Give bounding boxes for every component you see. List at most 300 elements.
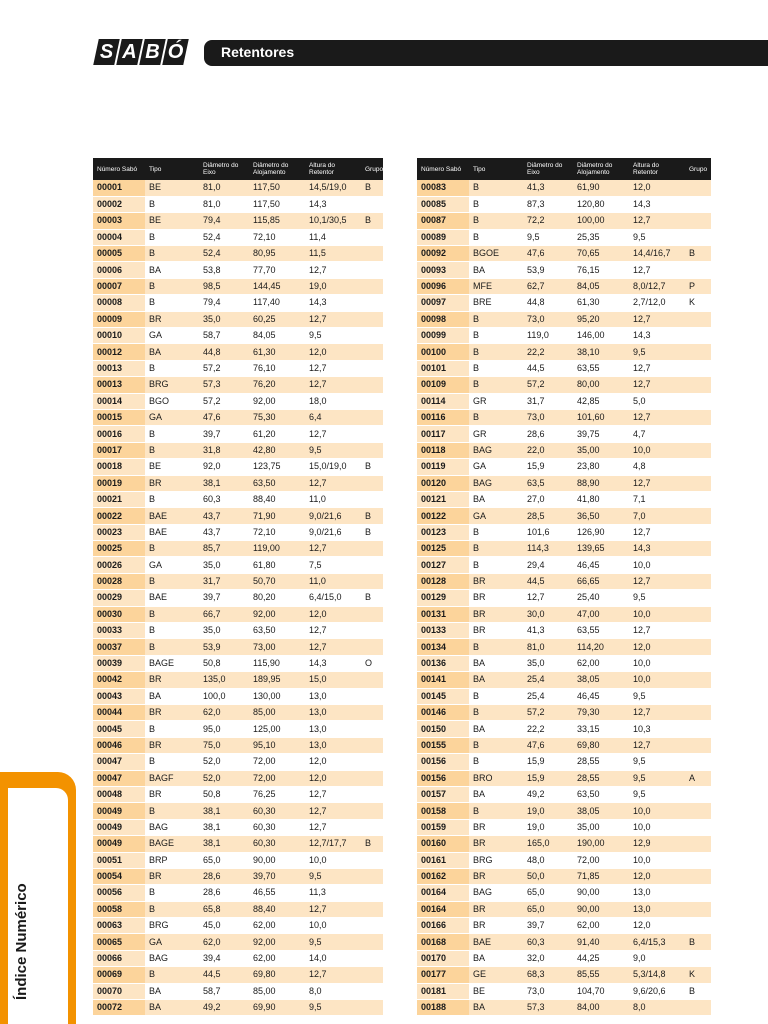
cell-numero: 00156	[417, 754, 469, 770]
cell-diametro-alojamento: 146,00	[573, 328, 629, 344]
cell-grupo	[361, 754, 383, 770]
cell-grupo	[685, 409, 711, 425]
cell-numero: 00114	[417, 393, 469, 409]
cell-grupo: B	[361, 213, 383, 229]
cell-altura: 12,7	[305, 623, 361, 639]
cell-tipo: BRO	[469, 770, 523, 786]
cell-tipo: GA	[469, 508, 523, 524]
cell-diametro-eixo: 31,7	[199, 573, 249, 589]
cell-diametro-alojamento: 72,10	[249, 229, 305, 245]
cell-diametro-alojamento: 80,00	[573, 377, 629, 393]
cell-tipo: BR	[469, 901, 523, 917]
cell-altura: 9,0/21,6	[305, 508, 361, 524]
cell-tipo: B	[145, 573, 199, 589]
cell-grupo	[361, 885, 383, 901]
cell-grupo: B	[685, 934, 711, 950]
cell-numero: 00168	[417, 934, 469, 950]
cell-diametro-eixo: 98,5	[199, 278, 249, 294]
table-row	[417, 508, 711, 524]
table-row	[417, 836, 711, 852]
cell-altura: 11,5	[305, 246, 361, 262]
cell-grupo	[361, 541, 383, 557]
table-row	[93, 705, 383, 721]
table-row	[93, 246, 383, 262]
table-body-right	[417, 180, 711, 1016]
cell-altura: 15,0/19,0	[305, 459, 361, 475]
table-row	[93, 311, 383, 327]
cell-diametro-eixo: 52,0	[199, 754, 249, 770]
cell-diametro-eixo: 65,0	[199, 852, 249, 868]
cell-altura: 9,5	[305, 328, 361, 344]
cell-diametro-alojamento: 115,85	[249, 213, 305, 229]
cell-numero: 00030	[93, 606, 145, 622]
cell-tipo: B	[145, 967, 199, 983]
cell-diametro-alojamento: 23,80	[573, 459, 629, 475]
cell-diametro-eixo: 92,0	[199, 459, 249, 475]
cell-numero: 00145	[417, 688, 469, 704]
cell-numero: 00056	[93, 885, 145, 901]
cell-grupo	[685, 328, 711, 344]
table-row	[417, 295, 711, 311]
cell-diametro-alojamento: 90,00	[249, 852, 305, 868]
cell-tipo: BR	[469, 836, 523, 852]
cell-tipo: BAG	[469, 475, 523, 491]
cell-tipo: B	[469, 803, 523, 819]
cell-altura: 10,3	[629, 721, 685, 737]
sabo-logo	[94, 39, 186, 65]
cell-tipo: GR	[469, 426, 523, 442]
cell-tipo: BA	[469, 655, 523, 671]
cell-grupo	[685, 606, 711, 622]
cell-grupo	[685, 557, 711, 573]
cell-numero: 00166	[417, 918, 469, 934]
cell-grupo	[685, 688, 711, 704]
table-row	[417, 590, 711, 606]
cell-diametro-alojamento: 41,80	[573, 491, 629, 507]
cell-diametro-eixo: 43,7	[199, 524, 249, 540]
cell-tipo: BAG	[145, 950, 199, 966]
table-row	[93, 1000, 383, 1016]
cell-diametro-alojamento: 77,70	[249, 262, 305, 278]
cell-diametro-alojamento: 61,20	[249, 426, 305, 442]
cell-grupo	[361, 557, 383, 573]
cell-diametro-eixo: 22,2	[523, 344, 573, 360]
cell-grupo	[361, 737, 383, 753]
cell-tipo: BAG	[145, 819, 199, 835]
cell-diametro-alojamento: 75,30	[249, 409, 305, 425]
cell-diametro-alojamento: 139,65	[573, 541, 629, 557]
cell-altura: 10,0	[629, 819, 685, 835]
cell-numero: 00048	[93, 786, 145, 802]
cell-tipo: BAE	[145, 590, 199, 606]
cell-diametro-alojamento: 144,45	[249, 278, 305, 294]
cell-grupo	[361, 442, 383, 458]
cell-diametro-eixo: 73,0	[523, 983, 573, 999]
cell-numero: 00089	[417, 229, 469, 245]
table-row	[417, 950, 711, 966]
cell-diametro-eixo: 57,2	[199, 360, 249, 376]
table-row	[93, 721, 383, 737]
cell-altura: 12,7	[629, 262, 685, 278]
cell-numero: 00044	[93, 705, 145, 721]
cell-tipo: B	[469, 409, 523, 425]
cell-tipo: B	[145, 442, 199, 458]
cell-altura: 12,0	[305, 344, 361, 360]
cell-numero: 00097	[417, 295, 469, 311]
cell-altura: 12,7	[629, 311, 685, 327]
cell-altura: 9,5	[629, 754, 685, 770]
cell-altura: 10,0	[305, 918, 361, 934]
cell-tipo: GA	[469, 459, 523, 475]
cell-diametro-eixo: 100,0	[199, 688, 249, 704]
cell-tipo: BR	[145, 737, 199, 753]
table-row	[417, 672, 711, 688]
cell-tipo: BA	[145, 262, 199, 278]
cell-grupo	[685, 311, 711, 327]
cell-altura: 12,7	[305, 803, 361, 819]
cell-diametro-eixo: 62,0	[199, 705, 249, 721]
cell-grupo	[361, 983, 383, 999]
cell-diametro-alojamento: 88,40	[249, 491, 305, 507]
cell-tipo: GE	[469, 967, 523, 983]
cell-numero: 00009	[93, 311, 145, 327]
cell-tipo: B	[145, 606, 199, 622]
table-body-left	[93, 180, 383, 1016]
table-row	[417, 786, 711, 802]
cell-tipo: BGOE	[469, 246, 523, 262]
cell-tipo: BR	[145, 672, 199, 688]
cell-grupo	[685, 442, 711, 458]
cell-numero: 00161	[417, 852, 469, 868]
cell-numero: 00181	[417, 983, 469, 999]
cell-numero: 00049	[93, 803, 145, 819]
cell-numero: 00007	[93, 278, 145, 294]
col-header-diametro-eixo: Diâmetro do Eixo	[523, 158, 573, 180]
cell-tipo: BA	[145, 344, 199, 360]
cell-numero: 00066	[93, 950, 145, 966]
cell-diametro-alojamento: 117,40	[249, 295, 305, 311]
cell-diametro-eixo: 35,0	[199, 623, 249, 639]
cell-tipo: B	[145, 754, 199, 770]
cell-altura: 12,7/17,7	[305, 836, 361, 852]
col-header-grupo: Grupo	[361, 158, 383, 180]
cell-diametro-eixo: 114,3	[523, 541, 573, 557]
cell-numero: 00026	[93, 557, 145, 573]
table-header-row	[93, 158, 383, 180]
cell-grupo	[685, 1000, 711, 1016]
cell-tipo: BAE	[145, 508, 199, 524]
cell-diametro-alojamento: 76,15	[573, 262, 629, 278]
table-row	[93, 377, 383, 393]
table-row	[417, 311, 711, 327]
cell-diametro-eixo: 72,2	[523, 213, 573, 229]
header-bar	[204, 40, 768, 66]
cell-diametro-alojamento: 46,45	[573, 557, 629, 573]
cell-tipo: MFE	[469, 278, 523, 294]
cell-numero: 00016	[93, 426, 145, 442]
cell-altura: 12,7	[305, 377, 361, 393]
cell-altura: 12,0	[629, 180, 685, 196]
cell-diametro-alojamento: 95,10	[249, 737, 305, 753]
cell-numero: 00120	[417, 475, 469, 491]
cell-numero: 00054	[93, 868, 145, 884]
table-row	[93, 541, 383, 557]
cell-altura: 7,1	[629, 491, 685, 507]
table-row	[417, 426, 711, 442]
cell-altura: 9,5	[629, 344, 685, 360]
table-row	[93, 934, 383, 950]
cell-diametro-alojamento: 76,20	[249, 377, 305, 393]
cell-altura: 10,0	[305, 852, 361, 868]
cell-diametro-alojamento: 72,10	[249, 524, 305, 540]
table-row	[417, 524, 711, 540]
cell-grupo	[361, 475, 383, 491]
cell-numero: 00002	[93, 196, 145, 212]
cell-numero: 00018	[93, 459, 145, 475]
cell-altura: 8,0/12,7	[629, 278, 685, 294]
cell-altura: 12,9	[629, 836, 685, 852]
cell-tipo: GA	[145, 934, 199, 950]
cell-altura: 12,0	[629, 639, 685, 655]
cell-numero: 00092	[417, 246, 469, 262]
table-row	[417, 934, 711, 950]
cell-grupo	[685, 213, 711, 229]
cell-numero: 00158	[417, 803, 469, 819]
cell-numero: 00109	[417, 377, 469, 393]
cell-altura: 12,7	[305, 786, 361, 802]
cell-diametro-eixo: 28,6	[199, 868, 249, 884]
cell-grupo	[361, 393, 383, 409]
cell-tipo: BE	[469, 983, 523, 999]
cell-numero: 00101	[417, 360, 469, 376]
cell-diametro-eixo: 47,6	[523, 737, 573, 753]
table-row	[417, 655, 711, 671]
cell-diametro-eixo: 53,9	[199, 639, 249, 655]
cell-diametro-eixo: 38,1	[199, 475, 249, 491]
cell-tipo: GR	[469, 393, 523, 409]
cell-numero: 00123	[417, 524, 469, 540]
cell-tipo: BAGE	[145, 655, 199, 671]
cell-diametro-eixo: 44,5	[523, 573, 573, 589]
cell-diametro-alojamento: 46,45	[573, 688, 629, 704]
col-header-diametro-eixo: Diâmetro do Eixo	[199, 158, 249, 180]
cell-diametro-alojamento: 25,35	[573, 229, 629, 245]
cell-altura: 9,5	[629, 229, 685, 245]
cell-diametro-alojamento: 76,25	[249, 786, 305, 802]
cell-altura: 6,4	[305, 409, 361, 425]
cell-numero: 00070	[93, 983, 145, 999]
cell-altura: 12,7	[629, 213, 685, 229]
index-table-right	[417, 158, 711, 1016]
cell-diametro-eixo: 79,4	[199, 295, 249, 311]
cell-numero: 00058	[93, 901, 145, 917]
cell-altura: 9,5	[305, 934, 361, 950]
cell-numero: 00033	[93, 623, 145, 639]
cell-altura: 14,4/16,7	[629, 246, 685, 262]
cell-numero: 00045	[93, 721, 145, 737]
cell-grupo	[685, 655, 711, 671]
table-row	[417, 983, 711, 999]
cell-diametro-eixo: 63,5	[523, 475, 573, 491]
cell-tipo: BR	[469, 819, 523, 835]
cell-grupo	[361, 606, 383, 622]
cell-grupo	[361, 623, 383, 639]
col-header-grupo: Grupo	[685, 158, 711, 180]
cell-altura: 14,3	[305, 295, 361, 311]
cell-grupo	[361, 573, 383, 589]
cell-tipo: B	[145, 246, 199, 262]
table-row	[417, 328, 711, 344]
table-row	[93, 754, 383, 770]
table-row	[417, 409, 711, 425]
cell-numero: 00085	[417, 196, 469, 212]
cell-diametro-alojamento: 84,05	[249, 328, 305, 344]
cell-grupo	[685, 393, 711, 409]
cell-diametro-eixo: 38,1	[199, 819, 249, 835]
cell-diametro-alojamento: 60,30	[249, 836, 305, 852]
cell-diametro-alojamento: 39,70	[249, 868, 305, 884]
cell-altura: 9,5	[629, 770, 685, 786]
cell-tipo: B	[145, 721, 199, 737]
table-row	[93, 557, 383, 573]
cell-diametro-alojamento: 72,00	[249, 754, 305, 770]
cell-numero: 00117	[417, 426, 469, 442]
cell-tipo: BA	[469, 1000, 523, 1016]
table-row	[417, 541, 711, 557]
table-row	[93, 459, 383, 475]
cell-diametro-alojamento: 189,95	[249, 672, 305, 688]
cell-grupo	[685, 196, 711, 212]
cell-numero: 00022	[93, 508, 145, 524]
cell-numero: 00042	[93, 672, 145, 688]
cell-diametro-eixo: 50,0	[523, 868, 573, 884]
cell-diametro-eixo: 57,3	[199, 377, 249, 393]
cell-tipo: BR	[469, 590, 523, 606]
cell-diametro-alojamento: 80,95	[249, 246, 305, 262]
cell-diametro-eixo: 35,0	[199, 557, 249, 573]
cell-grupo: O	[361, 655, 383, 671]
cell-diametro-eixo: 50,8	[199, 786, 249, 802]
table-row	[417, 918, 711, 934]
cell-diametro-eixo: 53,9	[523, 262, 573, 278]
cell-diametro-alojamento: 28,55	[573, 770, 629, 786]
cell-numero: 00012	[93, 344, 145, 360]
cell-tipo: B	[145, 196, 199, 212]
table-row	[93, 885, 383, 901]
cell-grupo	[685, 344, 711, 360]
cell-grupo: K	[685, 967, 711, 983]
table-row	[417, 852, 711, 868]
table-row	[93, 967, 383, 983]
table-row	[417, 819, 711, 835]
cell-diametro-alojamento: 25,40	[573, 590, 629, 606]
table-row	[417, 213, 711, 229]
cell-diametro-alojamento: 66,65	[573, 573, 629, 589]
cell-numero: 00131	[417, 606, 469, 622]
table-row	[93, 573, 383, 589]
cell-grupo	[361, 246, 383, 262]
table-row	[93, 229, 383, 245]
cell-altura: 10,0	[629, 803, 685, 819]
cell-numero: 00122	[417, 508, 469, 524]
cell-grupo: B	[361, 590, 383, 606]
cell-numero: 00014	[93, 393, 145, 409]
cell-grupo	[361, 672, 383, 688]
cell-altura: 12,0	[305, 606, 361, 622]
table-row	[417, 1000, 711, 1016]
cell-grupo	[361, 967, 383, 983]
cell-grupo	[685, 868, 711, 884]
table-row	[417, 459, 711, 475]
side-tab-label: Índice Numérico	[13, 883, 30, 1000]
cell-diametro-alojamento: 69,80	[573, 737, 629, 753]
cell-altura: 10,0	[629, 852, 685, 868]
cell-diametro-eixo: 62,0	[199, 934, 249, 950]
cell-diametro-eixo: 60,3	[199, 491, 249, 507]
cell-diametro-eixo: 58,7	[199, 328, 249, 344]
table-row	[93, 819, 383, 835]
col-header-diametro-alojamento: Diâmetro do Alojamento	[573, 158, 629, 180]
cell-diametro-eixo: 39,7	[199, 426, 249, 442]
cell-tipo: BE	[145, 459, 199, 475]
cell-tipo: B	[469, 311, 523, 327]
table-row	[93, 770, 383, 786]
table-row	[417, 246, 711, 262]
cell-diametro-alojamento: 46,55	[249, 885, 305, 901]
cell-grupo	[361, 311, 383, 327]
col-header-numero: Número Sabó	[417, 158, 469, 180]
table-row	[417, 705, 711, 721]
cell-diametro-alojamento: 60,30	[249, 803, 305, 819]
cell-diametro-eixo: 44,8	[199, 344, 249, 360]
cell-grupo	[361, 688, 383, 704]
cell-numero: 00021	[93, 491, 145, 507]
cell-diametro-alojamento: 38,05	[573, 803, 629, 819]
cell-tipo: BR	[469, 623, 523, 639]
cell-grupo	[361, 803, 383, 819]
cell-grupo	[361, 852, 383, 868]
cell-numero: 00047	[93, 754, 145, 770]
cell-numero: 00013	[93, 360, 145, 376]
cell-diametro-eixo: 12,7	[523, 590, 573, 606]
cell-diametro-eixo: 57,2	[523, 377, 573, 393]
cell-altura: 10,0	[629, 442, 685, 458]
table-row	[93, 950, 383, 966]
cell-diametro-alojamento: 126,90	[573, 524, 629, 540]
cell-grupo: B	[361, 524, 383, 540]
cell-grupo	[685, 901, 711, 917]
cell-altura: 10,0	[629, 557, 685, 573]
cell-tipo: B	[145, 426, 199, 442]
cell-diametro-alojamento: 73,00	[249, 639, 305, 655]
cell-tipo: B	[469, 557, 523, 573]
table-row	[93, 590, 383, 606]
cell-diametro-alojamento: 117,50	[249, 180, 305, 196]
cell-grupo	[685, 524, 711, 540]
table-row	[417, 393, 711, 409]
table-row	[93, 213, 383, 229]
cell-grupo	[685, 590, 711, 606]
cell-diametro-eixo: 66,7	[199, 606, 249, 622]
cell-tipo: B	[469, 737, 523, 753]
cell-tipo: BRG	[469, 852, 523, 868]
table-row	[93, 180, 383, 196]
cell-tipo: GA	[145, 409, 199, 425]
cell-grupo	[685, 508, 711, 524]
cell-tipo: B	[469, 639, 523, 655]
cell-grupo	[361, 409, 383, 425]
cell-numero: 00069	[93, 967, 145, 983]
